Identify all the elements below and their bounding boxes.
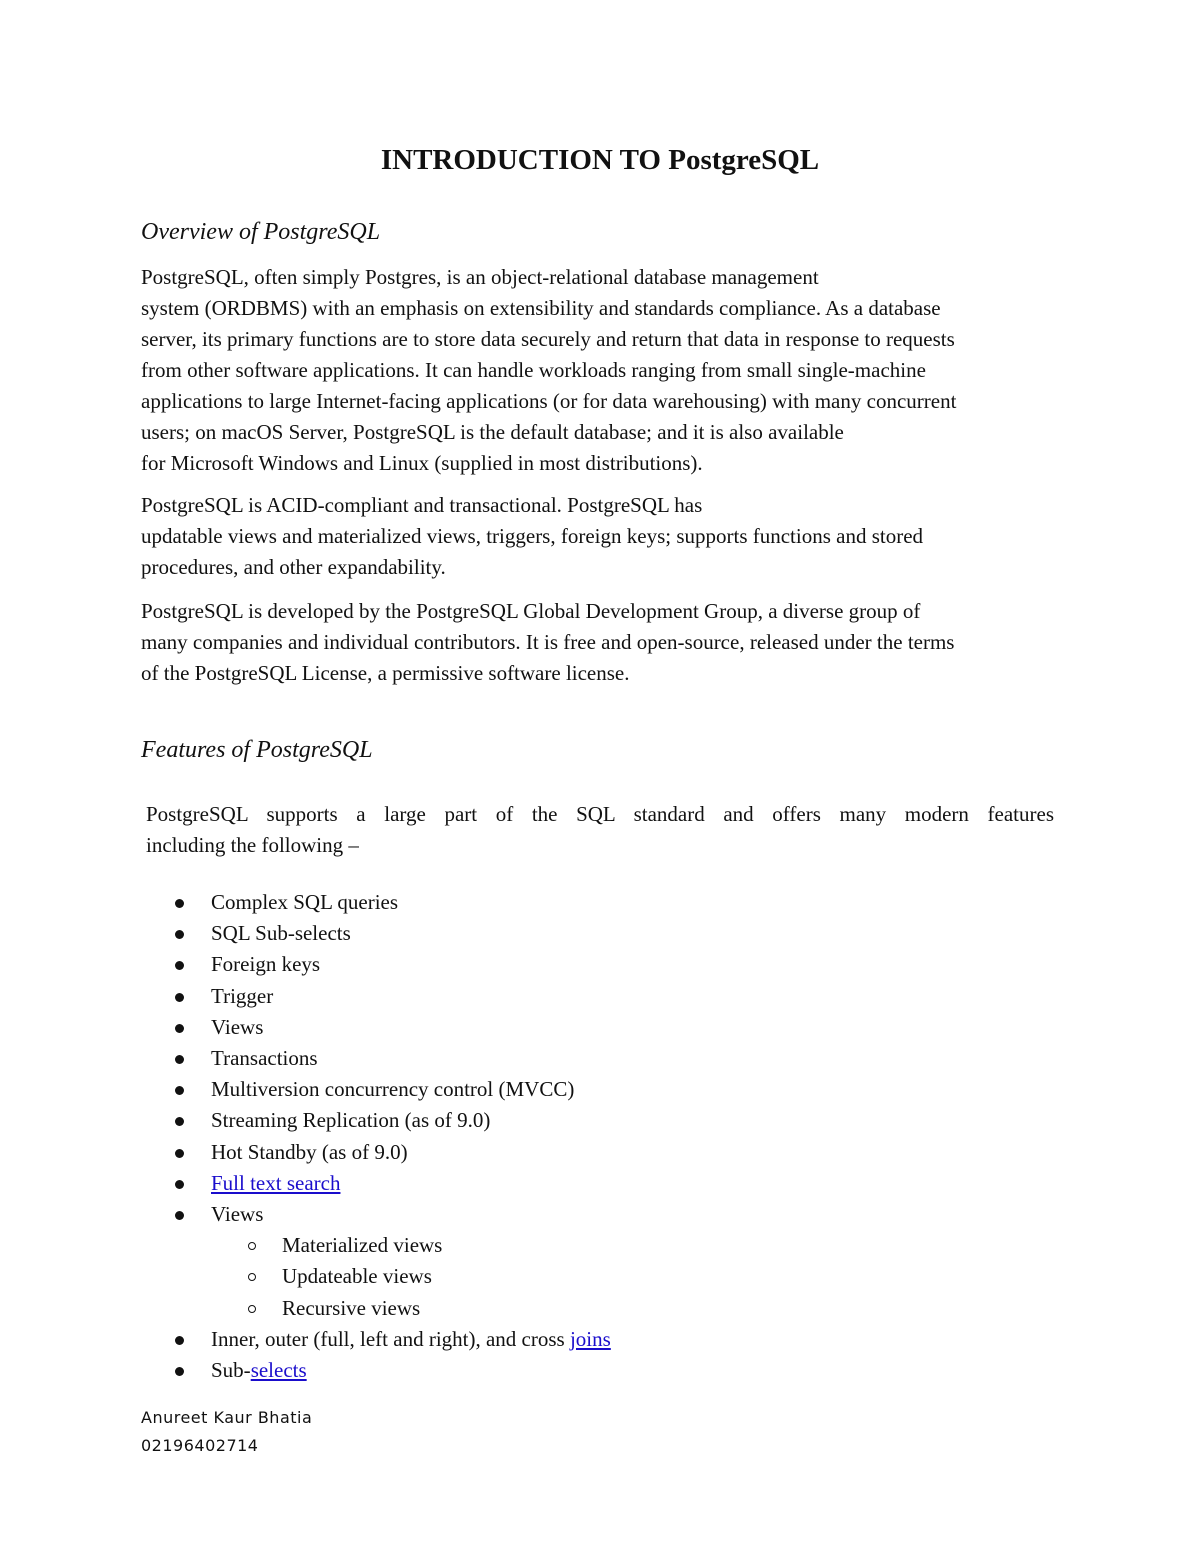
text-line: PostgreSQL, often simply Postgres, is an object-relational database management — [141, 265, 819, 289]
list-item-text: Complex SQL queries — [211, 890, 399, 914]
footer-author: Anureet Kaur Bhatia — [141, 1408, 313, 1427]
bullet-icon — [175, 961, 184, 970]
text-line: updatable views and materialized views, triggers, foreign keys; supports functions and stored — [141, 524, 924, 548]
full-text-search-link[interactable]: Full text search — [211, 1170, 341, 1195]
joins-link[interactable]: joins — [569, 1326, 611, 1351]
features-list — [0, 887, 611, 1386]
bullet-icon — [175, 993, 184, 1002]
list-item-text: Views — [211, 1202, 264, 1227]
hollow-bullet-icon — [248, 1242, 256, 1250]
hollow-bullet-icon — [248, 1305, 256, 1313]
list-item-text: Updateable views — [282, 1264, 432, 1289]
bullet-icon — [175, 1055, 184, 1064]
bullet-icon — [175, 1149, 184, 1158]
overview-heading: Overview of PostgreSQL — [141, 219, 381, 245]
list-item — [0, 887, 611, 918]
list-item-text: Streaming Replication (as of 9.0) — [211, 1108, 491, 1133]
bullet-icon — [175, 899, 184, 908]
text-line: of the PostgreSQL License, a permissive software license. — [141, 661, 630, 685]
bullet-icon — [175, 1117, 184, 1126]
text-line: PostgreSQL is developed by the PostgreSQL Global Development Group, a diverse group of — [141, 599, 921, 623]
list-item-text: Views — [211, 1014, 264, 1039]
text-line: PostgreSQL supports a large part of the SQL standard and offers many modern features — [146, 802, 1054, 826]
list-item-text: Hot Standby (as of 9.0) — [211, 1139, 408, 1164]
selects-link[interactable]: selects — [250, 1358, 307, 1383]
list-item — [0, 981, 611, 1012]
text-line: system (ORDBMS) with an emphasis on extensibility and standards compliance. As a database — [141, 296, 941, 320]
list-item-text: Trigger — [211, 983, 274, 1008]
text-line: server, its primary functions are to store data securely and return that data in response to requests — [141, 327, 955, 351]
sub-list-item — [0, 1230, 611, 1261]
list-item-text: Recursive views — [282, 1295, 421, 1320]
hollow-bullet-icon — [248, 1273, 256, 1281]
page-title: INTRODUCTION TO PostgreSQL — [380, 144, 820, 176]
list-item-text: Multiversion concurrency control (MVCC) — [211, 1077, 575, 1102]
list-item — [0, 1168, 611, 1199]
list-item — [0, 1137, 611, 1168]
footer-id: 02196402714 — [141, 1436, 259, 1455]
bullet-icon — [175, 930, 184, 939]
text-line: applications to large Internet-facing applications (or for data warehousing) with many concurrent — [141, 389, 957, 413]
bullet-icon — [175, 1367, 184, 1376]
text-line: for Microsoft Windows and Linux (supplied in most distributions). — [141, 451, 703, 475]
list-item — [0, 1199, 611, 1230]
text-line: from other software applications. It can handle workloads ranging from small single-machine — [141, 358, 926, 382]
overview-paragraph-3 — [141, 596, 1061, 689]
sub-list-item — [0, 1293, 611, 1324]
bullet-icon — [175, 1086, 184, 1095]
list-item — [0, 1074, 611, 1105]
bullet-icon — [175, 1180, 184, 1189]
features-intro — [146, 799, 1054, 861]
list-item — [0, 949, 611, 980]
list-item — [0, 1355, 611, 1386]
list-item — [0, 918, 611, 949]
text-line: PostgreSQL is ACID-compliant and transactional. PostgreSQL has — [141, 493, 703, 517]
list-item — [0, 1043, 611, 1074]
text-line: including the following – — [146, 833, 359, 857]
overview-paragraph-2 — [141, 490, 1061, 583]
bullet-icon — [175, 1024, 184, 1033]
text-line: procedures, and other expandability. — [141, 555, 446, 579]
bullet-icon — [175, 1336, 184, 1345]
text-line: users; on macOS Server, PostgreSQL is the default database; and it is also available — [141, 420, 844, 444]
list-item-text: SQL Sub-selects — [211, 921, 351, 946]
list-item-text: Materialized views — [282, 1233, 443, 1258]
overview-paragraph-1 — [141, 262, 1061, 479]
bullet-icon — [175, 1211, 184, 1220]
list-item — [0, 1012, 611, 1043]
list-item-text: Sub- — [211, 1358, 251, 1383]
text-line: many companies and individual contributors. It is free and open-source, released under the terms — [141, 630, 955, 654]
features-heading: Features of PostgreSQL — [141, 737, 373, 763]
list-item-text: Transactions — [211, 1046, 318, 1071]
list-item — [0, 1324, 611, 1355]
sub-list-item — [0, 1261, 611, 1292]
list-item-text: Inner, outer (full, left and right), and cross — [211, 1326, 570, 1351]
list-item — [0, 1105, 611, 1136]
list-item-text: Foreign keys — [211, 952, 321, 977]
